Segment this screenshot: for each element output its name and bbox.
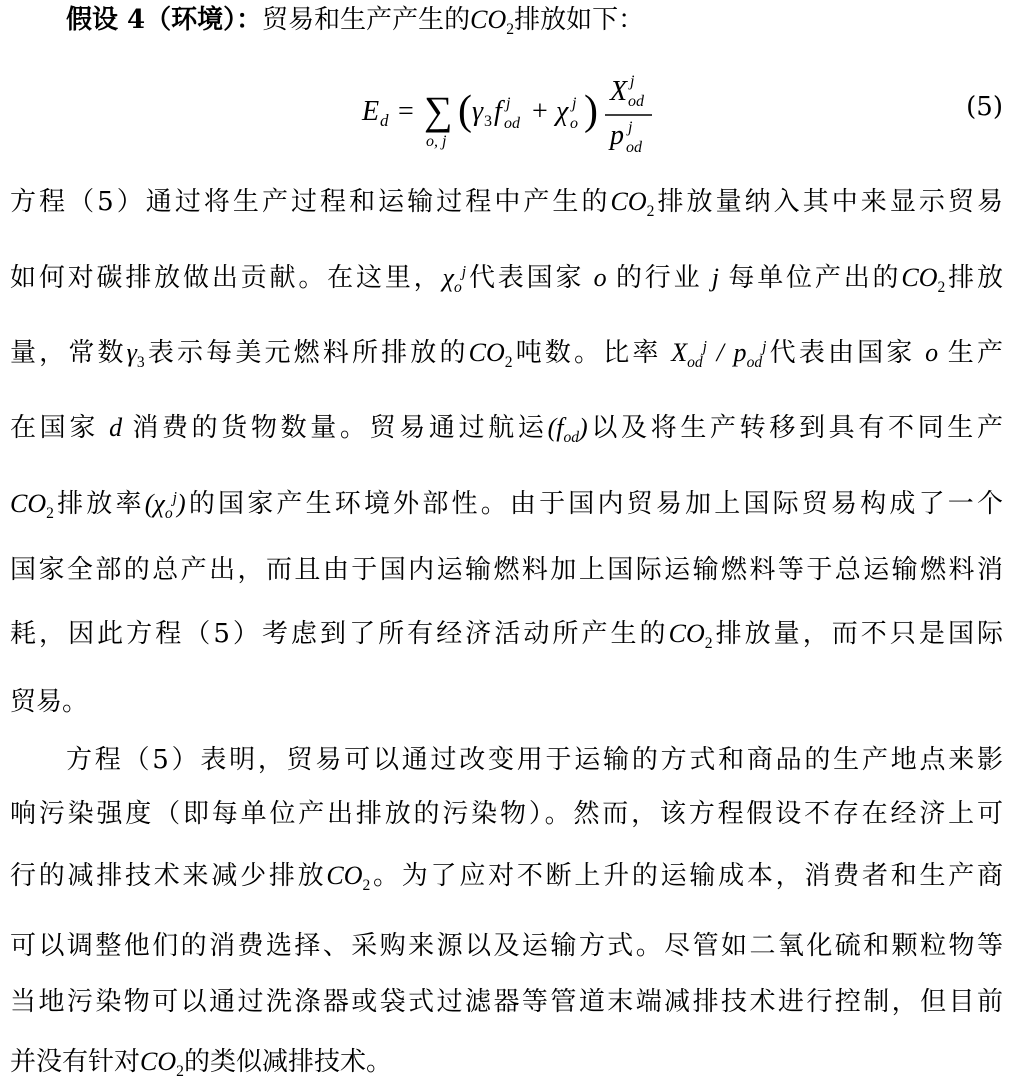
svg-text:j: j <box>630 73 635 90</box>
svg-text:d: d <box>380 111 389 130</box>
svg-text:j: j <box>506 95 511 112</box>
p1-line-1: 方程（5）通过将生产过程和运输过程中产生的$CO_2$排放量纳入其中来显示贸易 <box>10 187 1003 221</box>
p2-line-5: 当地污染物可以通过洗涤器或袋式过滤器等管道末端减排技术进行控制，但目前 <box>10 987 1003 1017</box>
svg-text:X: X <box>610 76 628 107</box>
svg-text:od: od <box>626 139 642 156</box>
p1-line-8: 贸易。 <box>10 687 89 717</box>
p2-line-4: 可以调整他们的消费选择、采购来源以及运输方式。尽管如二氧化硫和颗粒物等 <box>10 931 1003 961</box>
svg-text:3: 3 <box>484 113 492 130</box>
p2-line-1: 方程（5）表明，贸易可以通过改变用于运输的方式和商品的生产地点来影 <box>66 745 1003 775</box>
p2-line-6: 并没有针对$CO_2$的类似减排技术。 <box>10 1047 392 1081</box>
p1-line-7: 耗，因此方程（5）考虑到了所有经济活动所产生的$CO_2$排放量，而不只是国际 <box>10 619 1003 653</box>
svg-text:o, j: o, j <box>426 133 447 150</box>
svg-text:=: = <box>398 96 414 127</box>
p2-line-2: 响污染强度（即每单位产出排放的污染物）。然而，该方程假设不存在经济上可 <box>10 799 1003 829</box>
assumption-text: 贸易和生产产生的 <box>262 5 471 35</box>
svg-text:+: + <box>532 96 548 127</box>
svg-text:j: j <box>572 95 577 112</box>
svg-text:): ) <box>584 88 598 134</box>
svg-text:od: od <box>628 93 644 110</box>
svg-text:χ: χ <box>556 96 569 127</box>
co2-symbol: $CO_2$ <box>470 5 515 39</box>
p1-line-2: 如何对碳排放做出贡献。在这里，$\chi_o^j$代表国家 o 的行业 j 每单位产出的$CO_2$排放 <box>10 263 1003 297</box>
p1-line-3: 量，常数$\gamma_3$表示每美元燃料所排放的$CO_2$吨数。比率 $X_{od}^j / p_{od}^j$代表由国家 o 生产 <box>10 338 1003 372</box>
assumption-line <box>66 4 645 39</box>
svg-text:p: p <box>610 120 624 151</box>
svg-text:∑: ∑ <box>424 88 453 133</box>
p1-line-6: 国家全部的总产出，而且由于国内运输燃料加上国际运输燃料等于总运输燃料消 <box>10 555 1003 585</box>
svg-text:od: od <box>504 115 520 132</box>
svg-text:(: ( <box>458 88 472 134</box>
equation-5 <box>0 62 1013 162</box>
svg-text:γ: γ <box>472 96 484 127</box>
svg-text:f: f <box>494 96 502 127</box>
p2-line-3: 行的减排技术来减少排放$CO_2$。为了应对不断上升的运输成本，消费者和生产商 <box>10 861 1003 895</box>
svg-text:j: j <box>628 119 633 136</box>
assumption-label: 假设 4（环境）： <box>66 5 263 35</box>
assumption-after: 排放如下： <box>514 5 645 35</box>
svg-text:E: E <box>362 96 380 127</box>
p1-line-4: 在国家 d 消费的货物数量。贸易通过航运$(f_{od})$以及将生产转移到具有不同生产 <box>10 413 1003 447</box>
equation-number: (5) <box>966 92 1003 122</box>
p1-line-5: $CO_2$排放率$(\chi_o^j)$的国家产生环境外部性。由于国内贸易加上国际贸易构成了一个 <box>10 489 1003 523</box>
svg-text:o: o <box>570 115 578 132</box>
